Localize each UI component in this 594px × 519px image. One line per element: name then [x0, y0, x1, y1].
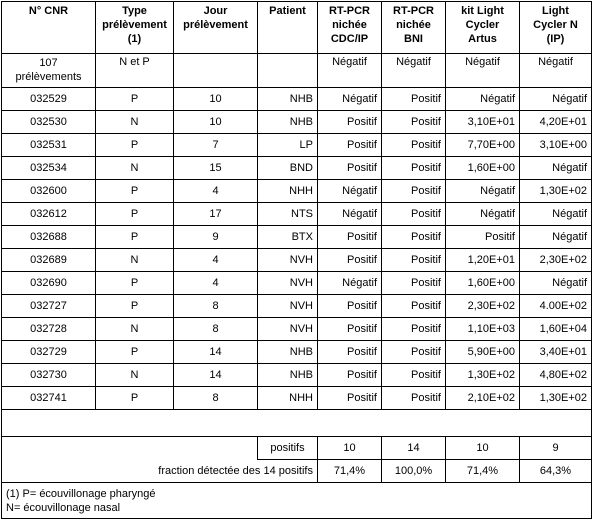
cell-type: P	[96, 88, 174, 111]
cell-bni: Positif	[382, 180, 446, 203]
cell-cnr: 032600	[2, 180, 96, 203]
cell-cnr: 032741	[2, 387, 96, 410]
cell-lcn: 2,30E+02	[520, 249, 592, 272]
table-row	[2, 203, 592, 226]
cell-type: P	[96, 180, 174, 203]
cell-type: P	[96, 226, 174, 249]
summary-row	[2, 54, 592, 88]
positifs-bni: 14	[382, 437, 446, 460]
cell-lcn: 4.00E+02	[520, 295, 592, 318]
cell-patient: NHB	[258, 111, 318, 134]
positifs-lcn: 9	[520, 437, 592, 460]
cell-patient: NVH	[258, 295, 318, 318]
table-row	[2, 157, 592, 180]
cell-patient: BND	[258, 157, 318, 180]
results-table	[1, 1, 592, 519]
cell-patient: NHH	[258, 180, 318, 203]
cell-lcn: Négatif	[520, 203, 592, 226]
table-row	[2, 364, 592, 387]
cell-cdc: Positif	[318, 318, 382, 341]
fraction-row	[2, 460, 592, 483]
cell-bni: Positif	[382, 295, 446, 318]
cell-jour: 7	[174, 134, 258, 157]
footnote-cell	[2, 483, 592, 519]
fraction-label: fraction détectée des 14 positifs	[2, 460, 318, 483]
cell-cdc: Positif	[318, 387, 382, 410]
cell-bni: Positif	[382, 134, 446, 157]
table-row	[2, 295, 592, 318]
footnote-line-1: (1) P= écouvillonage pharyngé	[6, 487, 156, 500]
table-row	[2, 226, 592, 249]
cell-cdc: Négatif	[318, 203, 382, 226]
table-row	[2, 180, 592, 203]
table-row	[2, 318, 592, 341]
cell-cdc: Positif	[318, 364, 382, 387]
cell-type: N	[96, 318, 174, 341]
cell-patient: LP	[258, 134, 318, 157]
cell-artus: Négatif	[446, 180, 520, 203]
cell-bni: Positif	[382, 203, 446, 226]
summary-type: N et P	[96, 54, 174, 88]
cell-artus: 1,30E+02	[446, 364, 520, 387]
header-row	[2, 2, 592, 54]
cell-artus: 7,70E+00	[446, 134, 520, 157]
cell-jour: 14	[174, 341, 258, 364]
header-type: Type prélèvement (1)	[96, 2, 174, 54]
cell-artus: Positif	[446, 226, 520, 249]
fraction-cdc: 71,4%	[318, 460, 382, 483]
cell-patient: NVH	[258, 249, 318, 272]
fraction-artus: 71,4%	[446, 460, 520, 483]
cell-cnr: 032531	[2, 134, 96, 157]
cell-jour: 10	[174, 111, 258, 134]
positifs-row	[2, 437, 592, 460]
summary-bni: Négatif	[382, 54, 446, 88]
cell-cnr: 032689	[2, 249, 96, 272]
cell-type: N	[96, 364, 174, 387]
cell-bni: Positif	[382, 249, 446, 272]
cell-type: P	[96, 341, 174, 364]
empty-row	[2, 410, 592, 437]
summary-cdc: Négatif	[318, 54, 382, 88]
cell-bni: Positif	[382, 157, 446, 180]
cell-type: P	[96, 203, 174, 226]
cell-jour: 9	[174, 226, 258, 249]
cell-cdc: Positif	[318, 226, 382, 249]
cell-jour: 8	[174, 295, 258, 318]
cell-cdc: Positif	[318, 111, 382, 134]
table-row	[2, 272, 592, 295]
cell-artus: 3,10E+01	[446, 111, 520, 134]
cell-lcn: 1,30E+02	[520, 387, 592, 410]
cell-type: N	[96, 111, 174, 134]
empty-cell	[2, 410, 592, 437]
cell-jour: 4	[174, 249, 258, 272]
cell-artus: Négatif	[446, 88, 520, 111]
cell-lcn: Négatif	[520, 157, 592, 180]
cell-cnr: 032688	[2, 226, 96, 249]
header-rtpcr-cdc: RT-PCR nichée CDC/IP	[318, 2, 382, 54]
cell-lcn: Négatif	[520, 272, 592, 295]
cell-lcn: 4,20E+01	[520, 111, 592, 134]
fraction-bni: 100,0%	[382, 460, 446, 483]
cell-cdc: Positif	[318, 249, 382, 272]
cell-patient: NTS	[258, 203, 318, 226]
cell-jour: 8	[174, 318, 258, 341]
summary-lcn: Négatif	[520, 54, 592, 88]
header-cnr: N° CNR	[2, 2, 96, 54]
cell-type: N	[96, 157, 174, 180]
cell-cnr: 032727	[2, 295, 96, 318]
summary-patient	[258, 54, 318, 88]
cell-lcn: Négatif	[520, 88, 592, 111]
cell-lcn: 1,30E+02	[520, 180, 592, 203]
table-row	[2, 111, 592, 134]
cell-lcn: 3,40E+01	[520, 341, 592, 364]
cell-type: P	[96, 295, 174, 318]
cell-cnr: 032728	[2, 318, 96, 341]
summary-cnr: 107 prélèvements	[2, 54, 96, 88]
header-kit-artus: kit Light Cycler Artus	[446, 2, 520, 54]
cell-cdc: Positif	[318, 134, 382, 157]
cell-cdc: Négatif	[318, 272, 382, 295]
summary-artus: Négatif	[446, 54, 520, 88]
cell-type: P	[96, 272, 174, 295]
cell-artus: 1,60E+00	[446, 157, 520, 180]
cell-lcn: Négatif	[520, 226, 592, 249]
cell-lcn: 1,60E+04	[520, 318, 592, 341]
results-table-container	[1, 1, 592, 519]
cell-patient: NVH	[258, 318, 318, 341]
cell-artus: 1,10E+03	[446, 318, 520, 341]
cell-bni: Positif	[382, 111, 446, 134]
cell-cnr: 032612	[2, 203, 96, 226]
cell-bni: Positif	[382, 387, 446, 410]
cell-bni: Positif	[382, 88, 446, 111]
cell-cdc: Négatif	[318, 180, 382, 203]
cell-jour: 10	[174, 88, 258, 111]
cell-lcn: 4,80E+02	[520, 364, 592, 387]
cell-bni: Positif	[382, 226, 446, 249]
summary-jour	[174, 54, 258, 88]
cell-bni: Positif	[382, 364, 446, 387]
cell-bni: Positif	[382, 272, 446, 295]
positifs-artus: 10	[446, 437, 520, 460]
cell-artus: 2,10E+02	[446, 387, 520, 410]
cell-cnr: 032529	[2, 88, 96, 111]
cell-cdc: Positif	[318, 157, 382, 180]
cell-jour: 8	[174, 387, 258, 410]
table-row	[2, 387, 592, 410]
table-row	[2, 134, 592, 157]
table-row	[2, 88, 592, 111]
cell-jour: 4	[174, 180, 258, 203]
cell-type: N	[96, 249, 174, 272]
cell-artus: 5,90E+00	[446, 341, 520, 364]
cell-jour: 4	[174, 272, 258, 295]
fraction-lcn: 64,3%	[520, 460, 592, 483]
cell-type: P	[96, 387, 174, 410]
footnote-row	[2, 483, 592, 519]
cell-cnr: 032690	[2, 272, 96, 295]
cell-artus: 2,30E+02	[446, 295, 520, 318]
cell-cnr: 032730	[2, 364, 96, 387]
cell-patient: NHB	[258, 88, 318, 111]
cell-jour: 14	[174, 364, 258, 387]
cell-cnr: 032729	[2, 341, 96, 364]
cell-artus: 1,60E+00	[446, 272, 520, 295]
table-row	[2, 249, 592, 272]
cell-bni: Positif	[382, 341, 446, 364]
cell-lcn: 3,10E+00	[520, 134, 592, 157]
cell-patient: NHH	[258, 387, 318, 410]
cell-jour: 17	[174, 203, 258, 226]
cell-cdc: Positif	[318, 341, 382, 364]
header-patient: Patient	[258, 2, 318, 54]
header-rtpcr-bni: RT-PCR nichée BNI	[382, 2, 446, 54]
cell-patient: NHB	[258, 364, 318, 387]
cell-jour: 15	[174, 157, 258, 180]
cell-artus: 1,20E+01	[446, 249, 520, 272]
cell-patient: BTX	[258, 226, 318, 249]
cell-cnr: 032530	[2, 111, 96, 134]
cell-patient: NHB	[258, 341, 318, 364]
cell-cnr: 032534	[2, 157, 96, 180]
header-lightcycler-n: Light Cycler N (IP)	[520, 2, 592, 54]
cell-bni: Positif	[382, 318, 446, 341]
footnote-line-2: N= écouvillonage nasal	[6, 501, 121, 514]
table-row	[2, 341, 592, 364]
header-jour: Jour prélèvement	[174, 2, 258, 54]
cell-cdc: Positif	[318, 295, 382, 318]
cell-artus: Négatif	[446, 203, 520, 226]
cell-type: P	[96, 134, 174, 157]
positifs-cdc: 10	[318, 437, 382, 460]
positifs-spacer	[2, 437, 258, 460]
cell-patient: NVH	[258, 272, 318, 295]
cell-cdc: Négatif	[318, 88, 382, 111]
positifs-label: positifs	[258, 437, 318, 460]
